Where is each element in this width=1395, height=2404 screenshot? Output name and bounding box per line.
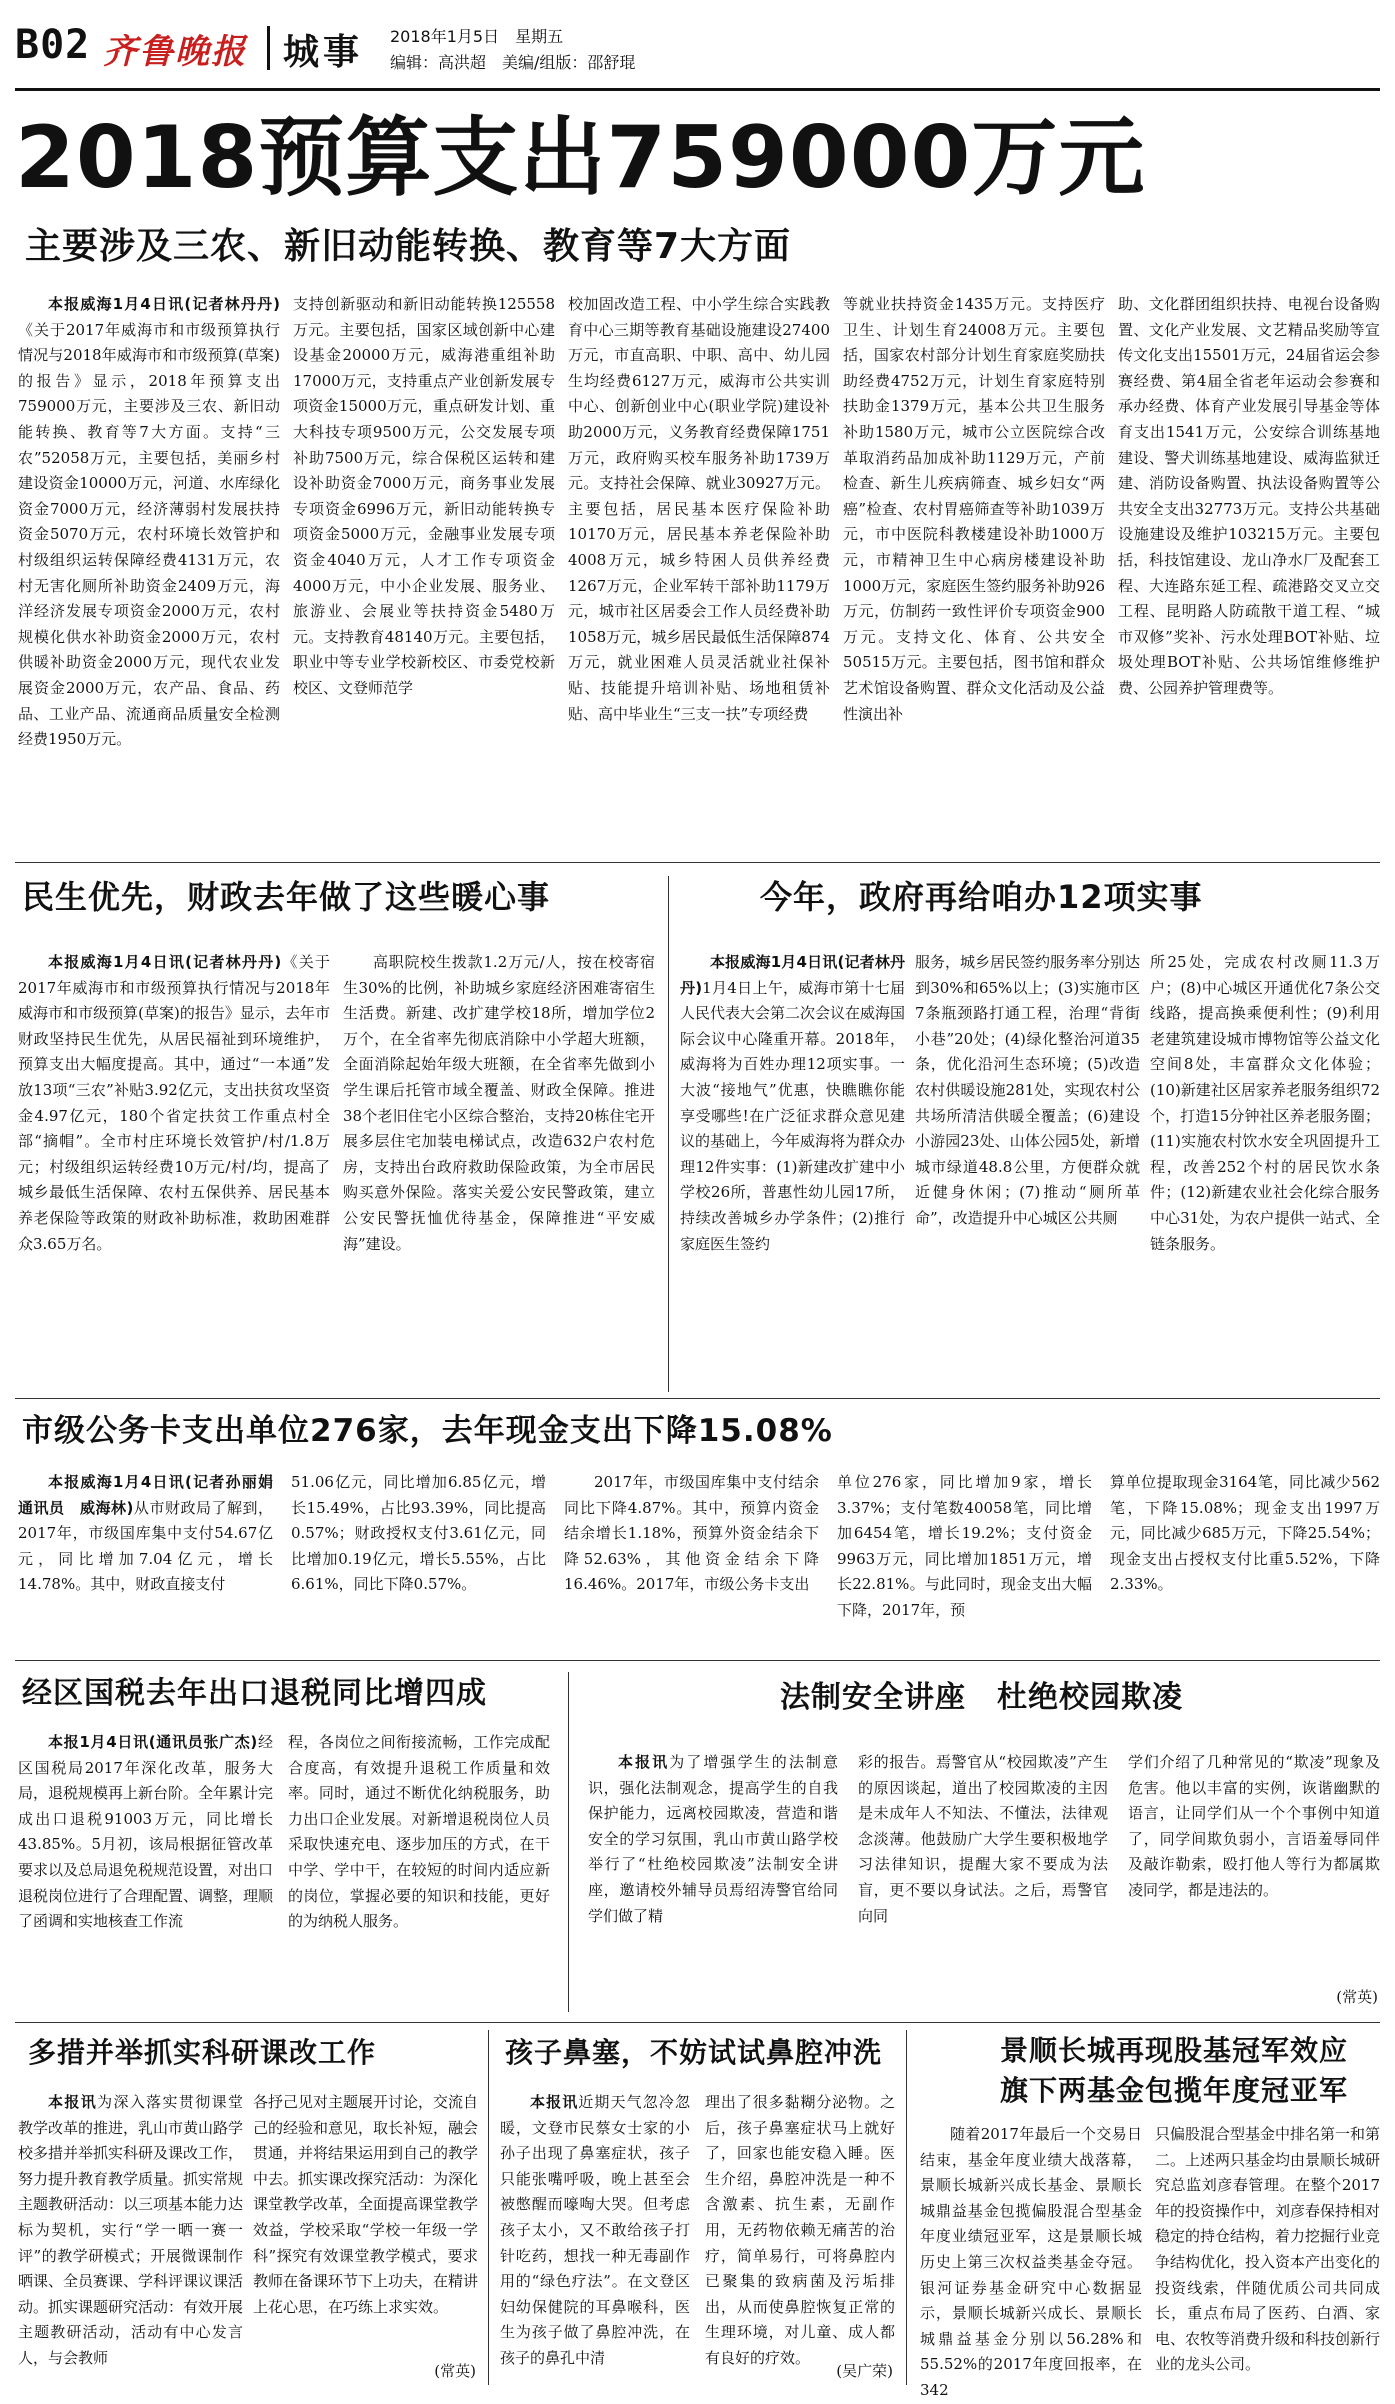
lead-text-5: 助、文化群团组织扶持、电视台设备购置、文化产业发展、文艺精品奖励等宣传文化支出15501万元，24届省运会参赛经费、第4届全省老年运动会参赛和承办经费、体育产业发展引导基金等体育支出1541万元，公安综合训练基地建设、警犬训练基地建设、威海监狱迁建、消防设备购置、执法设备购置等公共安全支出32773万元。支持公共基础设施建设及维护103215万元。主要包括，科技馆建设、龙山净水厂及配套工程、大连路东延工程、疏港路交叉立交工程、昆明路人防疏散干道工程、“城市双修”奖补、污水处理BOT补贴、垃圾处理BOT补贴、公共场馆维修维护费、公园养护管理费等。 <box>1118 295 1380 697</box>
gongwuka-text-1: 从市财政局了解到，2017年，市级国库集中支付54.67亿元，同比增加7.04亿元，增长14.78%。其中，财政直接支付 <box>18 1498 273 1594</box>
lead-column-4 <box>843 292 1105 852</box>
column-divider-1 <box>668 876 669 1392</box>
gongwuka-text-2: 51.06亿元，同比增加6.85亿元，增长15.49%，占比93.39%，同比提高0.57%；财政授权支付3.61亿元，同比增加0.19亿元，增长5.55%，占比6.61%，同比下降0.57%。 <box>291 1473 546 1594</box>
gongwuka-column-1 <box>18 1470 289 1652</box>
shishi-text-2: 服务，城乡居民签约服务率分别达到30%和65%以上；(3)实施市区7条瓶颈路打通工程，治理“背街小巷”20处；(4)绿化整治河道35条，优化沿河生态环境；(5)改造农村供暖设施281处，实现农村公共场所清洁供暖全覆盖；(6)建设小游园23处、山体公园5处，新增城市绿道48.8公里，方便群众就近健身休闲；(7)推动“厕所革命”，改造提升中心城区公共厕 <box>915 953 1141 1227</box>
bisai-text-1: 近期天气忽冷忽暖，文登市民蔡女士家的小孙子出现了鼻塞症状，孩子只能张嘴呼吸，晚上甚至会被憋醒而嚎啕大哭。但考虑孩子太小，又不敢给孩子打针吃药，想找一种无毒副作用的“绿色疗法”。在文登区妇幼保健院的耳鼻喉科，医生为孩子做了鼻腔冲洗，在孩子的鼻孔中清 <box>500 2093 690 2367</box>
lead-headline: 2018预算支出759000万元 <box>15 108 1146 208</box>
shishi-column-2 <box>915 950 1140 1390</box>
lead-text-2: 支持创新驱动和新旧动能转换125558万元。主要包括，国家区域创新中心建设基金20000万元，威海港重组补助17000万元，支持重点产业创新发展专项资金15000万元，重点研发计划、重大科技专项9500万元，公交发展专项补助7500万元，综合保税区运转和建设补助资金7000万元，商务事业发展专项资金6996万元，新旧动能转换专项资金5000万元，金融事业发展专项资金4040万元，人才工作专项资金4000万元，中小企业发展、服务业、旅游业、会展业等扶持资金5480万元。支持教育48140万元。主要包括，职业中等专业学校新校区、市委党校新校区、文登师范学 <box>293 295 555 697</box>
minsheng-headline: 民生优先，财政去年做了这些暖心事 <box>22 878 551 916</box>
lead-column-3 <box>568 292 830 852</box>
column-divider-4 <box>906 2030 907 2385</box>
anquan-author: (常英) <box>1336 1988 1378 2006</box>
lead-dateline: 本报威海1月4日讯(记者林丹丹) <box>48 295 280 313</box>
jiaoyan-text-1: 为深入落实贯彻课堂教学改革的推进，乳山市黄山路学校多措并举抓实科研及课改工作，努力提升教育教学质量。抓实常规主题教研活动：以三项基本能力达标为契机，实行“学一晒一赛一评”的教学研模式；开展微课制作晒课、全员赛课、学科评课议课活动。抓实课题研究活动：有效开展主题教研活动，活动有中心发言人，与会教师 <box>18 2093 244 2367</box>
bisai-column-2 <box>705 2090 895 2367</box>
lead-column-2 <box>293 292 555 852</box>
masthead-rule <box>15 88 1380 91</box>
minsheng-column-2 <box>343 950 655 1390</box>
gongwuka-text-4: 单位276家，同比增加9家，增长3.37%；支付笔数40058笔，同比增加6454笔，增长19.2%；支付资金9963万元，同比增加1851万元，增长22.81%。与此同时，现金支出大幅下降，2017年，预 <box>837 1473 1092 1619</box>
jiaoyan-text-2: 各抒己见对主题展开讨论，交流自己的经验和意见，取长补短，融会贯通，并将结果运用到自己的教学中去。抓实课改探究活动：为深化课堂教学改革，全面提高课堂教学效益，学校采取“学校一年级一学科”探究有效课堂教学模式，要求教师在备课环节下上功夫，在精讲上花心思，在巧练上求实效。 <box>253 2093 479 2316</box>
tuishui-column-1 <box>18 1730 273 2012</box>
section-rule-1 <box>15 862 1380 863</box>
anquan-text-1: 为了增强学生的法制意识，强化法制观念，提高学生的自我保护能力，远离校园欺凌，营造和谐安全的学习氛围，乳山市黄山路学校举行了“杜绝校园欺凌”法制安全讲座，邀请校外辅导员焉绍涛警官给同学们做了精 <box>588 1753 838 1925</box>
minsheng-column-1 <box>18 950 330 1390</box>
page-number: B02 <box>15 22 91 68</box>
section-rule-3 <box>15 1660 1380 1661</box>
bisai-headline: 孩子鼻塞，不妨试试鼻腔冲洗 <box>505 2036 883 2069</box>
section-rule-4 <box>15 2022 1380 2023</box>
tuishui-column-2 <box>288 1730 550 2012</box>
tuishui-headline: 经区国税去年出口退税同比增四成 <box>22 1676 487 1711</box>
masthead <box>15 20 1380 80</box>
anquan-column-2 <box>858 1750 1108 2012</box>
lead-column-5 <box>1118 292 1380 852</box>
shishi-text-1: 1月4日上午，威海市第十七届人民代表大会第二次会议在威海国际会议中心隆重开幕。2018年，威海将为百姓办理12项实事。一大波“接地气”优惠，快瞧瞧你能享受哪些!在广泛征求群众意见建议的基础上，今年威海将为群众办理12件实事：(1)新建改扩建中小学校26所，普惠性幼儿园17所，持续改善城乡办学条件；(2)推行家庭医生签约 <box>680 978 906 1253</box>
section-rule-2 <box>15 1398 1380 1399</box>
anquan-column-3 <box>1128 1750 1380 1990</box>
bisai-dateline: 本报讯 <box>530 2093 579 2111</box>
anquan-headline: 法制安全讲座 杜绝校园欺凌 <box>780 1680 1183 1715</box>
gongwuka-column-3 <box>564 1470 819 1652</box>
jiaoyan-headline: 多措并举抓实科研课改工作 <box>28 2036 377 2069</box>
bisai-author: (吴广荣) <box>836 2362 893 2380</box>
gongwuka-column-5 <box>1110 1470 1380 1652</box>
gongwuka-dateline: 本报威海1月4日讯(记者孙丽娟 通讯员 威海林) <box>18 1473 289 1517</box>
issue-date: 2018年1月5日 星期五 <box>390 27 564 46</box>
jiaoyan-dateline: 本报讯 <box>48 2093 98 2111</box>
section-title: 城事 <box>283 32 364 73</box>
tuishui-dateline: 本报1月4日讯(通讯员张广杰) <box>48 1733 258 1751</box>
shishi-column-3 <box>1150 950 1380 1390</box>
jijin-headline-line-2: 旗下两基金包揽年度冠亚军 <box>1000 2074 1349 2107</box>
anquan-column-1 <box>588 1750 838 2012</box>
minsheng-dateline: 本报威海1月4日讯(记者林丹丹) <box>48 953 282 971</box>
gongwuka-column-2 <box>291 1470 546 1652</box>
bisai-column-1 <box>500 2090 690 2380</box>
shishi-headline: 今年，政府再给咱办12项实事 <box>760 878 1203 916</box>
newspaper-logo: 齐鲁晚报 <box>103 32 247 72</box>
masthead-divider <box>267 26 270 70</box>
jijin-column-2 <box>1155 2122 1380 2387</box>
column-divider-3 <box>488 2030 489 2385</box>
lead-text-4: 等就业扶持资金1435万元。支持医疗卫生、计划生育24008万元。主要包括，国家农村部分计划生育家庭奖励扶助经费4752万元，计划生育家庭特别扶助金1379万元，基本公共卫生服务补助1580万元，城市公立医院综合改革取消药品加成补助1129万元，产前检查、新生儿疾病筛查、城乡妇女“两癌”检查、农村胃癌筛查等补助1039万元，市中医院科教楼建设补助1000万元，市精神卫生中心病房楼建设补助1000万元，家庭医生签约服务补助926万元，仿制药一致性评价专项资金900万元。支持文化、体育、公共安全50515万元。主要包括，图书馆和群众艺术馆设备购置、群众文化活动及公益性演出补 <box>843 295 1105 723</box>
tuishui-text-2: 程，各岗位之间衔接流畅，工作完成配合度高，有效提升退税工作质量和效率。同时，通过不断优化纳税服务，助力出口企业发展。对新增退税岗位人员采取快速充电、逐步加压的方式，在干中学、学中干，在较短的时间内适应新的岗位，掌握必要的知识和技能，更好的为纳税人服务。 <box>288 1733 550 1931</box>
lead-column-1 <box>18 292 280 852</box>
jijin-column-1 <box>920 2122 1142 2399</box>
lead-text-1: 《关于2017年威海市和市级预算执行情况与2018年威海市和市级预算(草案)的报告》显示，2018年预算支出759000万元，主要涉及三农、新旧动能转换、教育等7大方面。支持“三农”52058万元，主要包括，美丽乡村建设资金10000万元，河道、水库绿化资金7000万元，经济薄弱村发展扶持资金5070万元，农村环境长效管护和村级组织运转保障经费4131万元，农村无害化厕所补助资金2409万元，海洋经济发展专项资金2000万元，农村规模化供水补助资金2000万元，农村供暖补助资金2000万元，现代农业发展资金2000万元，农产品、食品、药品、工业产品、流通商品质量安全检测经费1950万元。 <box>18 320 280 749</box>
tuishui-text-1: 经区国税局2017年深化改革，服务大局，退税规模再上新台阶。全年累计完成出口退税91003万元，同比增长43.85%。5月初，该局根据征管改革要求以及总局退免税规范设置，对出口退税岗位进行了合理配置、调整，理顺了函调和实地核查工作流 <box>18 1733 274 1931</box>
gongwuka-headline: 市级公务卡支出单位276家，去年现金支出下降15.08% <box>22 1413 833 1449</box>
lead-text-3: 校加固改造工程、中小学生综合实践教育中心三期等教育基础设施建设27400万元，市直高职、中职、高中、幼儿园生均经费6127万元，威海市公共实训中心、创新创业中心(职业学院)建设补助2000万元，义务教育经费保障1751万元，政府购买校车服务补助1739万元。支持社会保障、就业30927万元。主要包括，居民基本医疗保险补助10170万元，居民基本养老保险补助4008万元，城乡特困人员供养经费1267万元，企业军转干部补助1179万元，城市社区居委会工作人员经费补助1058万元，城乡居民最低生活保障874万元，就业困难人员灵活就业社保补贴、技能提升培训补贴、场地租赁补贴、高中毕业生“三支一扶”专项经费 <box>568 295 830 723</box>
gongwuka-column-4 <box>837 1470 1092 1652</box>
anquan-text-3: 学们介绍了几种常见的“欺凌”现象及危害。他以丰富的实例，诙谐幽默的语言，让同学们从一个个事例中知道了，同学间欺负弱小，言语羞辱同伴及敲诈勒索，殴打他人等行为都属欺凌同学，都是违法的。 <box>1128 1753 1380 1899</box>
minsheng-text-1: 《关于2017年威海市和市级预算执行情况与2018年威海市和市级预算(草案)的报告》显示，去年市财政坚持民生优先，从居民福祉到环境维护，预算支出大幅度提高。其中，通过“一本通”发放13项“三农”补贴3.92亿元，支出扶贫攻坚资金4.97亿元，180个省定扶贫工作重点村全部“摘帽”。全市村庄环境长效管护/村/1.8万元；村级组织运转经费10万元/村/均，提高了城乡最低生活保障、农村五保供养、居民基本养老保险等政策的财政补助标准，救助困难群众3.65万名。 <box>18 953 330 1253</box>
jiaoyan-column-1 <box>18 2090 243 2380</box>
shishi-column-1 <box>680 950 905 1390</box>
jijin-text-2: 只偏股混合型基金中排名第一和第二。上述两只基金均由景顺长城研究总监刘彦春管理。在整个2017年的投资操作中，刘彦春保持相对稳定的持仓结构，着力挖掘行业竞争结构优化，投入资本产出变化的投资线索，伴随优质公司共同成长，重点布局了医药、白酒、家电、农牧等消费升级和科技创新行业的龙头公司。 <box>1155 2125 1381 2374</box>
jijin-text-1: 随着2017年最后一个交易日结束，基金年度业绩大战落幕，景顺长城新兴成长基金、景顺长城鼎益基金包揽偏股混合型基金年度业绩冠亚军，这是景顺长城历史上第三次权益类基金夺冠。银河证券基金研究中心数据显示，景顺长城新兴成长、景顺长城鼎益基金分别以56.28%和55.52%的2017年度回报率，在342 <box>920 2125 1142 2399</box>
gongwuka-text-3: 2017年，市级国库集中支付结余同比下降4.87%。其中，预算内资金结余增长1.18%，预算外资金结余下降52.63%，其他资金结余下降16.46%。2017年，市级公务卡支出 <box>564 1473 819 1594</box>
bisai-text-2: 理出了很多黏糊分泌物。之后，孩子鼻塞症状马上就好了，回家也能安稳入睡。医生介绍，鼻腔冲洗是一种不含激素、抗生素，无副作用，无药物依赖无痛苦的治疗，简单易行，可将鼻腔内已聚集的致病菌及污垢排出，从而使鼻腔恢复正常的生理环境，对儿童、成人都有良好的疗效。 <box>705 2093 895 2367</box>
anquan-dateline: 本报讯 <box>618 1753 670 1771</box>
shishi-text-3: 所25处，完成农村改厕11.3万户；(8)中心城区开通优化7条公交线路，提高换乘便利性；(9)利用老建筑建设城市博物馆等公益文化空间8处，丰富群众文化体验；(10)新建社区居家养老服务组织72个，打造15分钟社区养老服务圈；(11)实施农村饮水安全巩固提升工程，改善252个村的居民饮水条件；(12)新建农业社会化综合服务中心31处，为农户提供一站式、全链条服务。 <box>1150 953 1380 1253</box>
jiaoyan-author: (常英) <box>434 2362 476 2380</box>
lead-subhead: 主要涉及三农、新旧动能转换、教育等7大方面 <box>25 226 792 267</box>
jiaoyan-column-2 <box>253 2090 478 2358</box>
anquan-text-2: 彩的报告。焉警官从“校园欺凌”产生的原因谈起，道出了校园欺凌的主因是未成年人不知法、不懂法，法律观念淡薄。他鼓励广大学生要积极地学习法律知识，提醒大家不要成为法盲，更不要以身试法。之后，焉警官向同 <box>858 1753 1108 1925</box>
column-divider-2 <box>568 1672 569 2012</box>
shishi-dateline: 本报威海1月4日讯(记者林丹丹) <box>680 953 905 997</box>
editor-credits: 编辑：高洪超 美编/组版：邵舒琨 <box>390 53 636 72</box>
gongwuka-text-5: 算单位提取现金3164笔，同比减少562笔，下降15.08%；现金支出1997万元，同比减少685万元，下降25.54%；现金支出占授权支付比重5.52%，下降2.33%。 <box>1110 1473 1380 1594</box>
minsheng-text-2: 高职院校生拨款1.2万元/人，按在校寄宿生30%的比例，补助城乡家庭经济困难寄宿生生活费。新建、改扩建学校18所，增加学位2万个，在全省率先彻底消除中小学超大班额，全面消除起始年级大班额，在全省率先做到小学生课后托管市域全覆盖、财政全保障。推进38个老旧住宅小区综合整治，支持20栋住宅开展多层住宅加装电梯试点，改造632户农村危房，支持出台政府救助保险政策，为全市居民购买意外保险。落实关爱公安民警政策，建立公安民警抚恤优待基金，保障推进“平安威海”建设。 <box>343 953 655 1253</box>
jijin-headline-line-1: 景顺长城再现股基冠军效应 <box>1000 2034 1349 2067</box>
